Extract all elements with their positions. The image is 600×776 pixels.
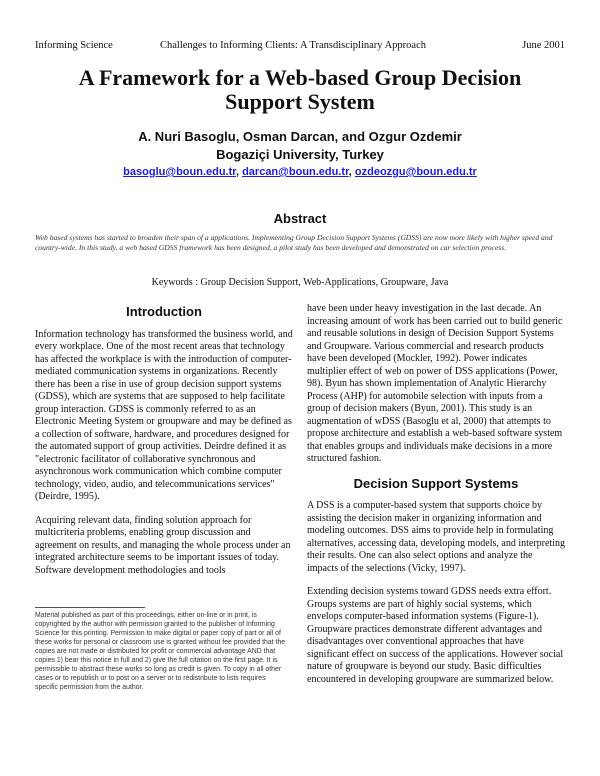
- body-paragraph: Extending decision systems toward GDSS needs extra effort. Groups systems are part of highly social systems, which envelops computer-based information systems (Figure-1). Groupware practices demonstrate different advantages and disadvantages over conventional approaches that have significant effect on success of the applications. However social nature of groupware is beyond our study. Basic difficulties encountered in developing groupware are summarized below.: [307, 586, 564, 685]
- footnote-divider: [35, 607, 145, 608]
- email-link-darcan[interactable]: darcan@boun.edu.tr: [242, 166, 349, 178]
- introduction-heading: Introduction: [126, 304, 202, 319]
- abstract-text: Web based systems has started to broaden their span of a applications. Implementing Group Decision Support Systems (GDSS) are now more likely with higher speed and country-wide. In this study, a web based GDSS framework has been designed, a pilot study has been developed and demonstrated on car selection process.: [35, 233, 553, 253]
- author-block: [40, 128, 560, 164]
- keywords: Keywords : Group Decision Support, Web-Applications, Groupware, Java: [151, 277, 449, 288]
- body-paragraph: have been under heavy investigation in the last decade. An increasing amount of work has been carried out to build generic and reusable solutions in design of Decision Support Systems and Groupware. Various commercial and research products have been developed (Mockler, 1992). Power indicates multiplier effect of web on power of DSS applications (Power, 98). Byun has shown implementation of Analytic Hierarchy Process (AHP) for automobile selection with inputs from a group of decision makers (Byun, 2001). This study is an augmentation of wDSS (Basoglu et al, 2000) that attempts to propose architecture and establish a web-based software system that enables groups and individuals make decisions in a more structured fashion.: [307, 303, 563, 464]
- paper-title-line-1: A Framework for a Web-based Group Decision: [78, 65, 522, 90]
- email-separator: ,: [235, 166, 243, 178]
- paper-title: [40, 66, 560, 114]
- left-column: [35, 306, 293, 577]
- introduction-paragraph: Information technology has transformed the business world, and every workplace. One of the most recent areas that technology has affected the workplace is with the introduction of computer-mediated communication systems in organizations. Recently there has been a rise in use of group decision support systems (GDSS), which are systems that are supposed to help facilitate group interaction. GDSS is commonly referred to as an Electronic Meeting System or groupware and may be defined as a collection of software, hardware, and procedures designed for the automated support of group activities. Deirdre defined it as "electronic facilitator of collaborative synchronous and asynchronous work communication which combine computer technology, video, audio, and telecommunications services" (Deirdre, 1995).: [35, 328, 293, 502]
- abstract-heading: Abstract: [273, 211, 327, 226]
- email-link-basoglu[interactable]: basoglu@boun.edu.tr: [123, 166, 236, 178]
- dss-heading: Decision Support Systems: [353, 475, 519, 491]
- introduction-paragraph: Acquiring relevant data, finding solution approach for multicriteria problems, enabling group discussion and agreement on results, and managing the whole process under an integrated architecture seems to be important issues of today. Software development methodologies and tools: [35, 514, 291, 576]
- conference-name: Challenges to Informing Clients: A Transdisciplinary Approach: [160, 40, 426, 51]
- right-column: [307, 303, 565, 686]
- author-names: A. Nuri Basoglu, Osman Darcan, and Ozgur Ozdemir: [138, 129, 462, 144]
- email-separator: ,: [348, 166, 355, 178]
- issue-date: June 2001: [522, 40, 565, 51]
- paper-title-line-2: Support System: [225, 89, 375, 114]
- author-emails: [40, 166, 560, 178]
- journal-name: Informing Science: [35, 40, 113, 51]
- copyright-footnote: Material published as part of this proceedings, either on-line or in print, is copyrighted by the author with permission granted to the publisher of Informing Science for this printing. Permission to make digital or paper copy of part or all of these works for personal or classroom use is granted without fee provided that the copies are not made or distributed for profit or commercial advantage AND that copies 1) bear this notice in full and 2) give the full citation on the first page. It is permissible to abstract these works so long as credit is given. To copy in all other cases or to republish or to post on a server or to redistribute to lists requires specific permission from the author.: [35, 612, 286, 691]
- running-header: [35, 40, 565, 54]
- body-paragraph: A DSS is a computer-based system that supports choice by assisting the decision maker in organizing information and modeling outcomes. DSS aims to provide help in formulating alternatives, accessing data, developing models, and interpreting their results. One can also select options and analyze the impacts of the selections (Vicky, 1997).: [307, 500, 565, 574]
- email-link-ozdemir[interactable]: ozdeozgu@boun.edu.tr: [354, 166, 477, 178]
- author-affiliation: Bogaziçi University, Turkey: [216, 147, 384, 162]
